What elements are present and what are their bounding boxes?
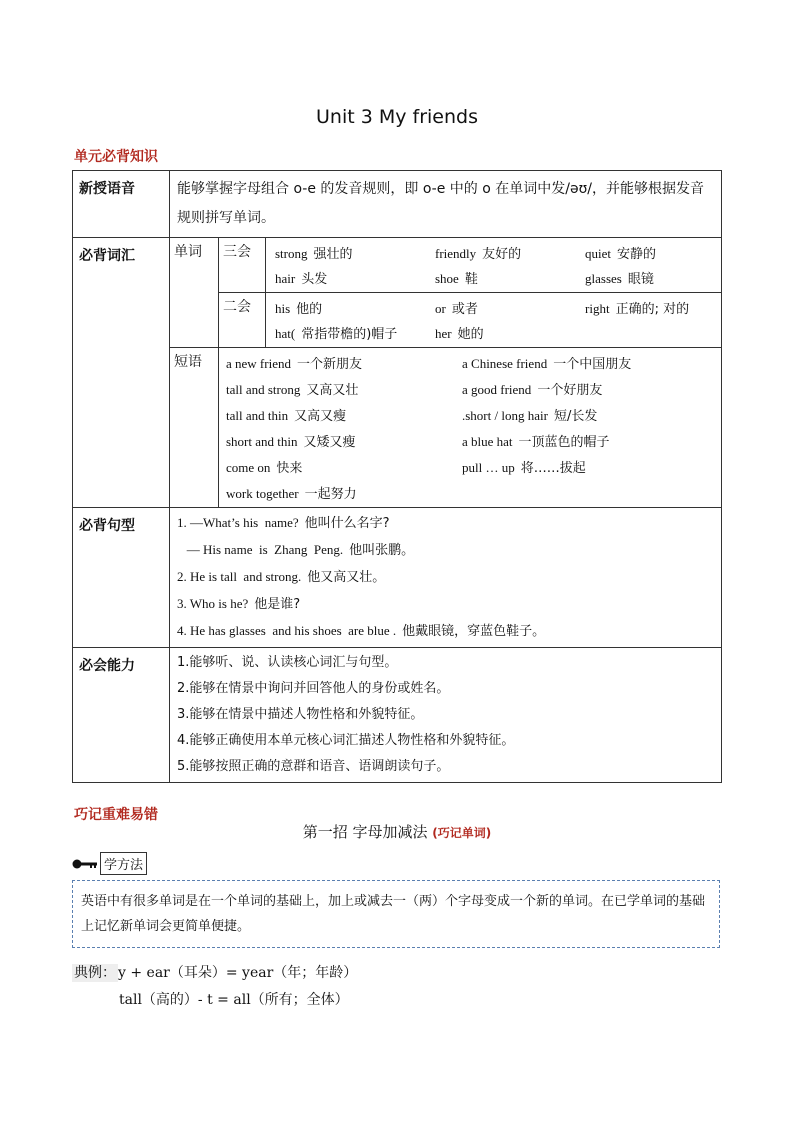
entry-english: hair bbox=[275, 271, 296, 286]
entry-chinese: 短/长发 bbox=[553, 409, 598, 424]
erhui-word-grid bbox=[267, 294, 720, 346]
entry-english: a blue hat bbox=[462, 434, 513, 449]
entry-chinese: 一个中国朋友 bbox=[553, 357, 632, 372]
ability-item: 5.能够按照正确的意群和语音、语调朗读句子。 bbox=[177, 759, 450, 774]
entry-english: tall and thin bbox=[226, 408, 289, 423]
vocab-entry bbox=[585, 243, 712, 262]
vocab-entry bbox=[585, 268, 712, 287]
entry-chinese: 正确的; 对的 bbox=[615, 302, 690, 317]
entry-chinese: 他的 bbox=[296, 302, 323, 317]
vocab-entry bbox=[462, 431, 714, 450]
vocab-entry bbox=[462, 483, 714, 502]
vocab-entry bbox=[462, 405, 714, 424]
entry-chinese: 一起努力 bbox=[304, 487, 357, 502]
ability-item: 4.能够正确使用本单元核心词汇描述人物性格和外貌特征。 bbox=[177, 733, 515, 748]
entry-chinese: 一个新朋友 bbox=[296, 357, 362, 372]
sentence-item bbox=[171, 510, 720, 537]
sentence-chinese: 他又高又壮。 bbox=[307, 570, 386, 585]
vocab-entry bbox=[462, 353, 714, 372]
phrase-label: 短语 bbox=[170, 348, 219, 508]
vocab-entry bbox=[435, 243, 585, 262]
sentence-list bbox=[170, 508, 722, 648]
section-heading-knowledge: 单元必背知识 bbox=[74, 149, 158, 165]
vocab-entry bbox=[462, 379, 714, 398]
entry-english: hat( bbox=[275, 326, 296, 341]
sentence-item bbox=[171, 564, 720, 591]
entry-english: strong bbox=[275, 246, 308, 261]
entry-english: shoe bbox=[435, 271, 459, 286]
ability-list bbox=[170, 648, 722, 783]
entry-english: tall and strong bbox=[226, 382, 301, 397]
entry-english: a Chinese friend bbox=[462, 356, 548, 371]
sentence-english: 4. He has glasses and his shoes are blue . bbox=[177, 623, 397, 638]
entry-english: or bbox=[435, 301, 446, 316]
entry-english: friendly bbox=[435, 246, 477, 261]
entry-chinese: 或者 bbox=[451, 302, 478, 317]
method-label: 学方法 bbox=[100, 852, 147, 875]
row-label-abilities: 必会能力 bbox=[73, 648, 170, 783]
row-label-sentences: 必背句型 bbox=[73, 508, 170, 648]
sentence-chinese: 他是谁? bbox=[254, 597, 301, 612]
entry-english: .short / long hair bbox=[462, 408, 548, 423]
vocab-entry bbox=[275, 298, 435, 317]
entry-english: come on bbox=[226, 460, 271, 475]
vocab-entry bbox=[226, 405, 462, 424]
example-line-1 bbox=[72, 962, 357, 982]
sentence-english: 2. He is tall and strong. bbox=[177, 569, 302, 584]
sentence-chinese: 他戴眼镜，穿蓝色鞋子。 bbox=[402, 624, 546, 639]
entry-english: a new friend bbox=[226, 356, 291, 371]
entry-chinese: 又矮又瘦 bbox=[303, 435, 356, 450]
vocab-entry bbox=[275, 243, 435, 262]
entry-chinese: 一顶蓝色的帽子 bbox=[518, 435, 610, 450]
vocab-entry bbox=[585, 323, 712, 342]
entry-chinese: 常指带檐的)帽子 bbox=[301, 327, 398, 342]
entry-chinese: 又高又瘦 bbox=[294, 409, 347, 424]
entry-chinese: 快来 bbox=[276, 461, 303, 476]
vocab-entry bbox=[226, 353, 462, 372]
sanhui-word-grid bbox=[267, 239, 720, 291]
sentence-english: — His name is Zhang Peng. bbox=[177, 542, 344, 557]
sentence-english: 3. Who is he? bbox=[177, 596, 249, 611]
tip-heading bbox=[0, 821, 794, 842]
row-label-pronunciation: 新授语音 bbox=[73, 171, 170, 238]
method-box: 英语中有很多单词是在一个单词的基础上，加上或减去一（两）个字母变成一个新的单词。在已学单词的基础上记忆新单词会更简单便捷。 bbox=[72, 880, 720, 948]
vocab-entry bbox=[226, 431, 462, 450]
pronunciation-text: 能够掌握字母组合 o-e 的发音规则，即 o-e 中的 o 在单词中发/əʊ/，并能够根据发音规则拼写单词。 bbox=[170, 171, 722, 238]
entry-chinese: 眼镜 bbox=[627, 272, 654, 287]
entry-chinese: 一个好朋友 bbox=[537, 383, 603, 398]
vocab-entry bbox=[226, 379, 462, 398]
knowledge-table bbox=[72, 170, 722, 783]
entry-english: short and thin bbox=[226, 434, 298, 449]
example-2: tall（高的）- t = all（所有；全体） bbox=[119, 992, 349, 1008]
page-title: Unit 3 My friends bbox=[316, 106, 478, 128]
row-label-vocab: 必背词汇 bbox=[73, 238, 170, 508]
sanhui-label: 三会 bbox=[219, 238, 266, 293]
entry-english: right bbox=[585, 301, 610, 316]
entry-chinese: 又高又壮 bbox=[306, 383, 359, 398]
vocab-entry bbox=[435, 298, 585, 317]
phrase-grid bbox=[220, 349, 720, 506]
sentence-english: 1. —What’s his name? bbox=[177, 515, 299, 530]
entry-chinese: 她的 bbox=[457, 327, 484, 342]
entry-english: her bbox=[435, 326, 452, 341]
entry-english: work together bbox=[226, 486, 299, 501]
vocab-entry bbox=[462, 457, 714, 476]
ability-item: 2.能够在情景中询问并回答他人的身份或姓名。 bbox=[177, 681, 450, 696]
entry-english: glasses bbox=[585, 271, 622, 286]
example-label: 典例： bbox=[74, 965, 116, 981]
entry-chinese: 头发 bbox=[301, 272, 328, 287]
ability-item: 3.能够在情景中描述人物性格和外貌特征。 bbox=[177, 707, 424, 722]
word-label: 单词 bbox=[170, 238, 219, 348]
erhui-label: 二会 bbox=[219, 293, 266, 348]
entry-english: pull … up bbox=[462, 460, 515, 475]
entry-chinese: 安静的 bbox=[617, 247, 657, 262]
entry-chinese: 鞋 bbox=[464, 272, 478, 287]
tip-subtitle: (巧记单词) bbox=[432, 826, 492, 840]
entry-english: his bbox=[275, 301, 291, 316]
sentence-chinese: 他叫张鹏。 bbox=[349, 543, 415, 558]
entry-english: a good friend bbox=[462, 382, 532, 397]
method-tag bbox=[72, 852, 147, 875]
entry-chinese: 将……拔起 bbox=[520, 461, 586, 476]
vocab-entry bbox=[275, 323, 435, 342]
key-icon bbox=[72, 858, 98, 870]
vocab-entry bbox=[435, 268, 585, 287]
entry-english: quiet bbox=[585, 246, 611, 261]
entry-chinese: 强壮的 bbox=[313, 247, 353, 262]
vocab-entry bbox=[226, 457, 462, 476]
vocab-entry bbox=[226, 483, 462, 502]
entry-chinese: 友好的 bbox=[482, 247, 522, 262]
sentence-item bbox=[171, 537, 720, 564]
vocab-entry bbox=[435, 323, 585, 342]
tip-title: 第一招 字母加减法 bbox=[302, 823, 428, 841]
sentence-item bbox=[171, 591, 720, 618]
example-1: y + ear（耳朵）= year（年；年龄） bbox=[118, 965, 358, 981]
sentence-item bbox=[171, 618, 720, 645]
vocab-entry bbox=[585, 298, 712, 317]
section-heading-tips: 巧记重难易错 bbox=[74, 807, 158, 823]
vocab-entry bbox=[275, 268, 435, 287]
sentence-chinese: 他叫什么名字? bbox=[304, 516, 390, 531]
ability-item: 1.能够听、说、认读核心词汇与句型。 bbox=[177, 655, 398, 670]
